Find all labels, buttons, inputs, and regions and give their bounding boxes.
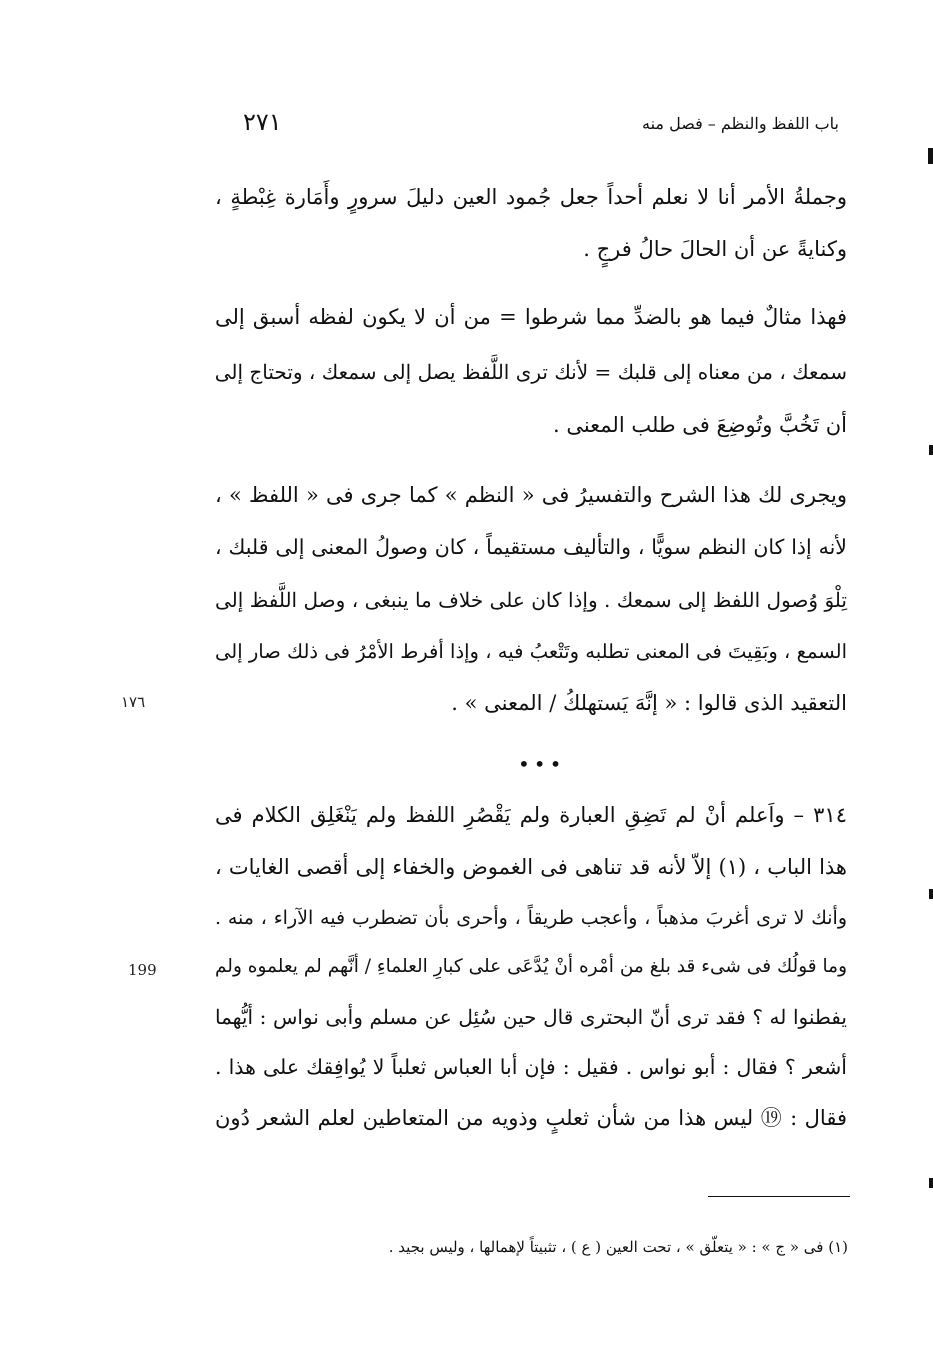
edge-mark-2 (929, 445, 933, 455)
text-line: وأنك لا ترى أغربَ مذهباً ، وأعجب طريقاً ، وأحرى بأن تضطرب فيه الآراء ، منه . (215, 907, 847, 929)
footnote: (١) فى « ج » : « يتعلّق » ، تحت العين ( ع ) ، تثبيتاً لإهمالها ، وليس بجيد . (388, 1238, 848, 1256)
text-line: التعقيد الذى قالوا : « إنَّهَ يَستهلكُ / المعنى » . (451, 691, 847, 715)
text-line: لأنه إذا كان النظم سويًّا ، والتأليف مستقيماً ، كان وصولُ المعنى إلى قلبك ، (215, 535, 847, 559)
page-header (215, 108, 847, 142)
edge-mark-1 (928, 148, 933, 164)
page-number: ٢٧١ (243, 108, 282, 136)
text-line: فهذا مثالٌ فيما هو بالضدِّ مما شرطوا = من أن لا يكون لفظه أسبق إلى (215, 305, 847, 329)
text-line: أن تَخُبَّ وتُوضِعَ فى طلب المعنى . (552, 413, 847, 437)
text-line: تِلْوَ وُصول اللفظ إلى سمعك . وإذا كان على خلاف ما ينبغى ، وصل اللَّفظ إلى (215, 588, 847, 612)
margin-page-ref: 199 (128, 961, 157, 979)
text-line: فقال : ⑲ ليس هذا من شأن ثعلبٍ وذويه من المتعاطين لعلم الشعر دُون (215, 1106, 847, 1130)
running-title: باب اللفظ والنظم – فصل منه (642, 114, 839, 133)
text-line: وكنايةً عن أن الحالَ حالُ فرجٍ . (583, 237, 847, 261)
text-line: ٣١٤ – واَعلم أنْ لم تَضِقِ العبارة ولم يَقْصُرِ اللفظ ولم يَنْغَلِق الكلام فى (215, 803, 847, 827)
text-line: هذا الباب ، (١) إلاّ لأنه قد تناهى فى الغموض والخفاء إلى أقصى الغايات ، (215, 855, 848, 879)
text-line: سمعك ، من معناه إلى قلبك = لأنك ترى اللَّفظ يصل إلى سمعك ، وتحتاج إلى (214, 360, 847, 384)
edge-mark-4 (929, 1178, 933, 1188)
text-line: وما قولُك فى شىء قد بلغ من أمْره أنْ يُدَّعَى على كبارِ العلماءِ / أنَّهم لم يعلموه ولم (215, 956, 847, 977)
text-line: يفطنوا له ؟ فقد ترى أنّ البحترى قال حين سُئِل عن مسلم وأبى نواس : أيُّهما (215, 1005, 847, 1029)
text-line: ويجرى لك هذا الشرح والتفسيرُ فى « النظم » كما جرى فى « اللفظ » ، (215, 483, 847, 507)
footnote-rule (708, 1196, 850, 1197)
margin-page-ref: ١٧٦ (121, 693, 146, 711)
text-line: أشعر ؟ فقال : أبو نواس . فقيل : فإن أبا العباس ثعلباً لا يُوافِقك على هذا . (215, 1055, 847, 1079)
section-separator: ••• (518, 752, 566, 776)
text-line: وجملةُ الأمر أنا لا نعلم أحداً جعل جُمود العين دليلَ سرورٍ وأَمَارة غِبْطةٍ ، (215, 185, 848, 209)
edge-mark-3 (929, 889, 933, 899)
text-line: السمع ، وبَقِيتَ فى المعنى تطلبه وتَتْعبُ فيه ، وإذا أفرط الأمْرُ فى ذلك صار إلى (215, 640, 847, 663)
